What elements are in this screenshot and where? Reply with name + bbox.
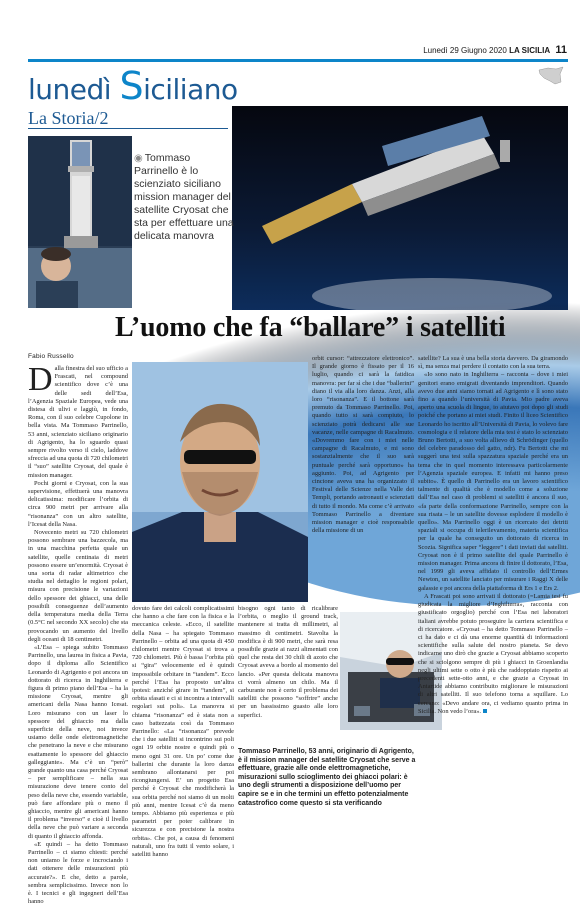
portrait-photo bbox=[132, 362, 308, 602]
article-paragraph: «L’Esa – spiega subito Tommaso Parrinello, una laurea in fisica a Pavia, dopo il diploma allo Scientifico Leonardo di Agrigento e poi ancora un dottorato di ricerca in Inghilterra e figura di primo piano dell’Esa – ha la missione Cryosat, mentre gli americani della Nasa hanno Icesat. Loro misurano con un laser lo spessore del ghiaccio ma dalla superficie della neve, noi invece usiamo delle onde elettromagnetiche che penetrano la neve e che misurano esattamente lo spessore del ghiaccio galleggiante». Ma c’è un “però” grande quanto una casa perché Cryosat – per semplificare – nella sua misurazione deve tenere conto del peso della neve che, essendo variabile, può fare affondare più o meno il ghiaccio, mentre gli americani hanno il problema “inverso” e cioè il livello della neve che può variare a seconda di quanto il ghiaccio affonda. bbox=[28, 643, 128, 840]
article-column-1 bbox=[28, 361, 128, 906]
article-column-5 bbox=[418, 355, 568, 815]
section-label: La Storia/2 bbox=[28, 108, 109, 128]
article-paragraph: «Io sono nato in Inghilterra – racconta – dove i miei genitori erano emigrati diventando imprenditori. Quando avevo due anni siamo tornati ad Agrigento e lì sono stato fino a quando l’università di Pavia. Mio padre aveva aperto una scuola di lingue, io aiutavo poi dopo gli studi poiché che portano ai miei studi. Finito il liceo Scientifico Leonardo ho iscritto all’Università di Pavia, lo volevo fare cosmologia e il relatore della mia tesi è stato lo scienziato Bruno Bertotti, a suo volta allievo di Schrödinger (quello del celebre paradosso del gatto, ndr). Fu Bertotti che mi suggerì una tesi sulla spazzatura spaziale perché era un tema che in quel momento interessava particolarmente l’Agenzia spaziale europea. E infatti mi hanno preso subito». È quello di Parrinello era un lavoro scientifico talmente di qualità che è modello come a soluzione dall’Esa nel caso di problemi si satelliti è ancora il suo, «fa parte della conformazione Parrinello, sempre con la sua risata – le un satellite dovesse esplodere il modello è quello». Ma Parrinello oggi è un ricercato dei detriti spaziali si occupa di telerilevamento, materia scientifica per la quale ha conseguito un dottorato di ricerca in Scozia. Significa saper “leggere” i dati inviati dai satelliti. Cryosat non è il primo satellite del quale Parrinello è mission manager. Prima ancora di finire il dottorato, l’Esa, nel 1999 gli aveva affidato il controllo dell’Ermes Newton, un satellite lanciato per misurare i Raggi X delle galassie e poi ancora della piattaforma di Ers 1 e Ers 2. bbox=[418, 371, 568, 592]
article-paragraph: dovuto fare dei calcoli complicatissimi che hanno a che fare con la fisica e la meccanica celeste. «Ecco, il satellite della Nasa – ha spiegato Tommaso Parrinello – orbita ad una quota di 450 chilometri mentre Cryosat si trova a 720 chilometri. Più è bassa l’orbita più si “gira” velocemente ed è quindi impossibile orbitare in “tandem”. Ecco perché l’Esa ha proposto un’altra ipotesi: anziché girare in “tandem”, si orbita sfasati e ci si incontra a intervalli regolari sui poli». La manovra si chiama “risonanza” ed è stata non a caso battezzata così da Tommaso Parrinello: «La “risonanza” prevede che i due satelliti si incontrino sui poli ogni 19 orbite nostre e quindi più o meno ogni 31 ore. Un po’ come due ballerini che durante la loro danza sembrano allontanarsi per poi ricongiungersi. E’ un progetto Esa perché è Cryosat che modificherà la sua orbita perché noi siamo di un molti più anni, mentre Icesat c’è da meno tempo. Abbiamo più esperienza e più parametri per poter calibrare in sicurezza e con precisione la nostra orbita». Che poi, a causa di fenomeni naturali, uno fra tutti il vento solare, i satelliti hanno bbox=[132, 605, 234, 859]
drop-cap: D bbox=[28, 361, 53, 398]
article-paragraph: Pochi giorni e Cryosat, con la sua supervisione, effettuerà una manovra delicatissima: modificare l’orbita di circa 900 metri per arrivare alla “risonanza” con un altro satellite, l’Icesat della Nasa. bbox=[28, 479, 128, 528]
sicily-map-icon bbox=[538, 66, 564, 86]
article-paragraph: bisogno ogni tanto di ricalibrare l’orbita, o meglio il ground track, mantenere si tratta di millimetri, al massimo di centimetri. Stavolta la modifica è di 900 metri, che sarà resa possibile grazie ai razzi alimentati con quel che resta dei 30 chili di azoto che Cryosat aveva a bordo al momento del lancio. «Per questa delicata manovra ci vorrà almeno un chilo. Ma il carburante non è certo il problema dei satelliti che possono “soffrire” anche per un bassissimo guasto alle loro superfici. bbox=[238, 605, 338, 719]
article-paragraph: Dalla finestra del suo ufficio a Frascati, nel compound scientifico dove c’è una delle sedi dell’Esa, l’Agenzia Spaziale Europea, vede una distesa di ulivi e laggiù, in fondo, Roma, con il suo celebre Cupolone in bella vista. Ma Tommaso Parrinello, 53 anni, scienziato siciliano originario di Agrigento, ha lo sguardo quasi sempre rivolto verso il cielo, laddove sfreccia ad una quota di 720 chilometri il “suo” satellite Cryosat, del quale è mission manager. bbox=[28, 361, 128, 479]
photo-caption-bottom: Tommaso Parrinello, 53 anni, originario di Agrigento, è il mission manager del satellite Cryosat che serve a effettuare, grazie alle onde elettromagnetiche, misurazioni sullo scioglimento dei ghiacci polari: è uno degli strumenti a disposizione dell’uomo per capire se e in che termini un effetto potenzialmente catastrofico come questo si sta verificando bbox=[238, 748, 416, 807]
article-headline: L’uomo che fa “ballare” i satelliti bbox=[115, 312, 506, 343]
photo-caption-top: ◉ Tommaso Parrinello è lo scienziato siciliano mission manager del satellite Cryosat che sta per effettuare una delicata manovra bbox=[134, 152, 234, 242]
section-banner bbox=[28, 59, 568, 108]
article-paragraph: Novecento metri su 720 chilometri possono sembrare una bazzecola, ma in una macchina perfetta quale un satellite, quelle centinaia di metri possono essere un’enormità. Cryosat è una sorta di radar altimetrico che studia nel dettaglio le regioni polari, misura con precisione le variazioni dello spessore dei ghiacci, una delle possibili conseguenze dell’aumento della temperatura media della Terra (0.5°C nel secondo XX secolo) che sta provocando un aumento del livello degli oceani di 18 centimetri. bbox=[28, 529, 128, 643]
publication-name: LA SICILIA bbox=[509, 46, 551, 55]
article-paragraph: satellite? La sua è una bella storia davvero. Da giramondo sì, ma senza mai perdere il contatto con la sua terra. bbox=[418, 355, 568, 371]
article-end-marker bbox=[483, 709, 487, 713]
page-number: 11 bbox=[555, 44, 567, 56]
article-paragraph: «E quindi – ha detto Tommaso Parrinello – ci siamo chiesti: perché non uniamo le forze e incrociando i dati ottenere delle misurazioni più accurate?». E che, detto a parole, sembra semplicissimo. Invece non lo è. I tecnici e gli ingegneri dell’Esa hanno bbox=[28, 840, 128, 906]
section-divider bbox=[28, 128, 228, 129]
page-header bbox=[337, 44, 567, 58]
issue-date: Lunedì 29 Giugno 2020 bbox=[423, 46, 507, 55]
banner-title: lunedì Siciliano bbox=[28, 64, 238, 108]
article-paragraph: A Frascati poi sono arrivati il dottorato (=Lamia tesi fu giudicata la migliore d’Inghilterra», racconta con giustificato orgoglio) perché con l’Esa nei laboratori italiani avrebbe potuto proseguire la carriera scientifica e di ricercatore. «Cryosat – ha detto Tommaso Parrinello – ci ha dato e ci dà una enorme quantità di informazioni scientifiche sulla salute del nostro pianeta. Se devo indicarne uno dirò che grazie a Cryosat abbiamo scoperto che si sciolgono sempre di più i ghiacci in Groenlandia negli ultimi sette o otto è più che raddoppiato rispetto ai precedenti sette-otto anni, e che grazie a Cryosat in Antartide abbiamo contribuito migliorare le misurazioni di altri satelliti. Il suo telefono torna a squillare. Lo cercano: «Devo andare ora, ci vediamo quanto prima in Sicilia. Non vedo l’ora». bbox=[418, 592, 568, 715]
satellite-photo bbox=[232, 106, 568, 310]
article-column-2 bbox=[132, 605, 234, 859]
rocket-portrait-photo bbox=[28, 136, 132, 308]
article-column-4 bbox=[312, 355, 414, 645]
caption-bullet-icon: ◉ bbox=[134, 153, 143, 164]
article-byline: Fabio Russello bbox=[28, 353, 74, 360]
article-paragraph: orbit cursor: “attrezzatore elettronico”. Il grande giorno è fissato per il 16 luglio, quando ci sarà la fatidica manovra: per far sì che i due “ballerini” diano il via alla loro danza. Anzi, alla loro “risonanza”. E il bottone sarà premuto da Tommaso Parrinello. Poi, quando tutto si sarà compiuto, lo scienziato potrà dedicarsi alle sue vacanze, nelle campagne di Racalmuto. «Dovremmo fare con i miei nelle campagne di Racalmuto, e mi sono sostanzialmente che il suo sarà puntuale perché sarà opportuno» ha aggiunto. Poi, ad Agrigento per cincione aveva una ha organizzato il Festival delle Scienze nella Valle dei Templi, portando astronauti e scienziati di tutto il mondo. Ma come c’è arrivato Tommaso Parrinello a diventare mission manager e cioè responsabile della missione di un bbox=[312, 355, 414, 535]
